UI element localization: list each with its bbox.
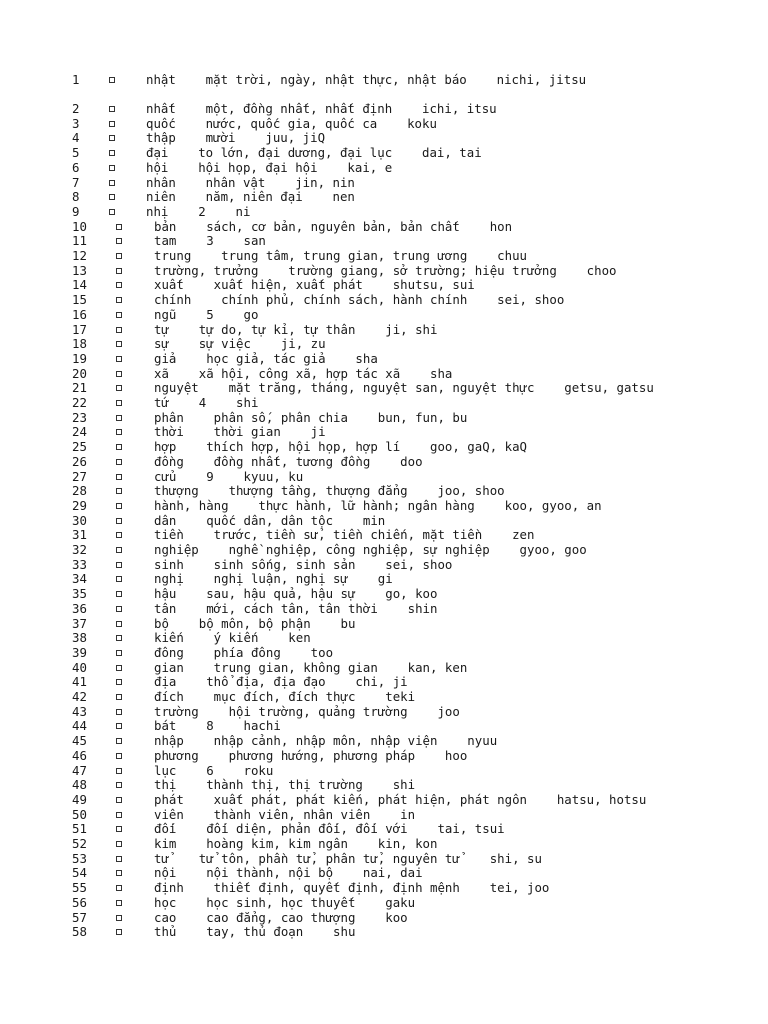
entry-text: niên năm, niên đại nen [146, 189, 355, 205]
bullet-box-icon [116, 870, 122, 876]
list-item [0, 263, 768, 278]
bullet-box-icon [116, 268, 122, 274]
list-item [0, 380, 768, 395]
entry-text: xuất xuất hiện, xuất phát shutsu, sui [154, 277, 475, 293]
entry-number: 51 [72, 821, 87, 837]
entry-number: 5 [72, 145, 80, 161]
entry-number: 53 [72, 850, 87, 866]
entry-number: 31 [72, 527, 87, 543]
bullet-box-icon [116, 238, 122, 244]
entry-number: 38 [72, 630, 87, 646]
entry-number: 21 [72, 380, 87, 396]
list-item [0, 763, 768, 778]
bullet-box-icon [116, 768, 122, 774]
bullet-box-icon [109, 194, 115, 200]
entry-number: 10 [72, 218, 87, 234]
bullet-box-icon [116, 885, 122, 891]
bullet-box-icon [116, 371, 122, 377]
entry-number: 23 [72, 409, 87, 425]
entry-text: kiến ý kiến ken [154, 630, 311, 646]
list-item [0, 527, 768, 542]
bullet-box-icon [116, 503, 122, 509]
bullet-box-icon [116, 253, 122, 259]
entry-text: nhị 2 ni [146, 203, 251, 219]
entry-text: giả học giả, tác giả sha [154, 350, 378, 366]
list-item [0, 718, 768, 733]
entry-number: 16 [72, 306, 87, 322]
entry-number: 36 [72, 600, 87, 616]
list-item [0, 674, 768, 689]
entry-number: 58 [72, 924, 87, 940]
bullet-box-icon [109, 209, 115, 215]
entry-number: 26 [72, 453, 87, 469]
entry-text: đại to lớn, đại dương, đại lục dai, tai [146, 145, 482, 161]
entry-text: kim hoàng kim, kim ngân kin, kon [154, 836, 438, 851]
bullet-box-icon [116, 621, 122, 627]
entry-text: nghiệp nghề nghiệp, công nghiệp, sự nghiệp gyoo, goo [154, 542, 587, 557]
entry-text: thập mười juu, jiQ [146, 130, 326, 146]
bullet-box-icon [116, 650, 122, 656]
list-item [0, 586, 768, 601]
list-item [0, 924, 768, 939]
bullet-box-icon [116, 915, 122, 921]
entry-text: định thiết định, quyết định, định mệnh tei, joo [154, 880, 550, 896]
bullet-box-icon [116, 312, 122, 318]
list-item [0, 880, 768, 895]
bullet-box-icon [116, 753, 122, 759]
bullet-box-icon [116, 297, 122, 303]
bullet-box-icon [116, 415, 122, 421]
list-item [0, 821, 768, 836]
list-item [0, 557, 768, 572]
entry-number: 1 [72, 72, 80, 87]
entry-text: phát xuất phát, phát kiến, phát hiện, phát ngôn hatsu, hotsu [154, 791, 647, 807]
bullet-box-icon [116, 532, 122, 538]
list-item [0, 130, 768, 145]
entry-number: 52 [72, 836, 87, 851]
entry-number: 22 [72, 395, 87, 410]
bullet-box-icon [116, 385, 122, 391]
entry-text: học học sinh, học thuyết gaku [154, 894, 416, 910]
entry-text: địa thổ địa, địa đạo chi, ji [154, 674, 408, 690]
entry-number: 17 [72, 321, 87, 337]
entry-number: 12 [72, 248, 87, 263]
list-item [0, 660, 768, 675]
bullet-box-icon [109, 106, 115, 112]
entry-text: thượng thượng tầng, thượng đẳng joo, shoo [154, 483, 505, 499]
list-item [0, 145, 768, 160]
list-item [0, 851, 768, 866]
list-item [0, 116, 768, 131]
entry-text: phân phân số, phân chia bun, fun, bu [154, 409, 468, 425]
entry-number: 27 [72, 468, 87, 484]
entry-text: sự sự việc ji, zu [154, 336, 326, 352]
entry-text: thời thời gian ji [154, 424, 326, 440]
bullet-box-icon [116, 282, 122, 288]
list-item [0, 616, 768, 631]
entry-text: bộ bộ môn, bộ phận bu [154, 615, 356, 631]
entry-text: bản sách, cơ bản, nguyên bản, bản chất hon [154, 218, 513, 234]
bullet-box-icon [116, 224, 122, 230]
list-item [0, 895, 768, 910]
entry-text: cửu 9 kyuu, ku [154, 468, 304, 484]
bullet-box-icon [116, 606, 122, 612]
bullet-box-icon [116, 400, 122, 406]
bullet-box-icon [116, 635, 122, 641]
entry-text: trường hội trường, quảng trường joo [154, 703, 460, 719]
entry-text: sinh sinh sống, sinh sản sei, shoo [154, 556, 453, 572]
entry-text: đích mục đích, đích thực teki [154, 689, 416, 704]
entry-text: đối đối diện, phản đối, đối với tai, tsui [154, 821, 505, 837]
list-item [0, 439, 768, 454]
list-item [0, 645, 768, 660]
entry-text: tân mới, cách tân, tân thời shin [154, 600, 438, 616]
list-item [0, 469, 768, 484]
entry-text: ngũ 5 go [154, 306, 259, 322]
bullet-box-icon [116, 841, 122, 847]
list-item [0, 513, 768, 528]
list-item [0, 910, 768, 925]
list-item [0, 366, 768, 381]
entry-number: 41 [72, 674, 87, 690]
bullet-box-icon [116, 576, 122, 582]
bullet-box-icon [109, 150, 115, 156]
entry-text: nhất một, đồng nhất, nhất định ichi, itsu [146, 101, 497, 116]
entry-number: 54 [72, 865, 87, 881]
entry-number: 45 [72, 733, 87, 749]
bullet-box-icon [116, 665, 122, 671]
list-item [0, 424, 768, 439]
bullet-box-icon [116, 679, 122, 685]
entry-text: dân quốc dân, dân tộc min [154, 512, 386, 528]
list-item [0, 454, 768, 469]
entry-text: nhân nhân vật jin, nin [146, 174, 355, 190]
entry-text: lục 6 roku [154, 762, 274, 778]
entry-text: quốc nước, quốc gia, quốc ca koku [146, 115, 437, 131]
entry-number: 4 [72, 130, 80, 146]
bullet-box-icon [116, 900, 122, 906]
bullet-box-icon [109, 135, 115, 141]
bullet-box-icon [116, 474, 122, 480]
entry-number: 43 [72, 703, 87, 719]
list-item [0, 865, 768, 880]
entry-text: viên thành viên, nhân viên in [154, 806, 416, 822]
list-item [0, 792, 768, 807]
bullet-box-icon [116, 812, 122, 818]
bullet-box-icon [116, 856, 122, 862]
entry-text: phương phương hướng, phương pháp hoo [154, 747, 468, 763]
list-item [0, 807, 768, 822]
entry-number: 14 [72, 277, 87, 293]
bullet-box-icon [116, 709, 122, 715]
entry-text: thị thành thị, thị trường shi [154, 777, 416, 793]
entry-text: bát 8 hachi [154, 718, 281, 734]
list-item [0, 307, 768, 322]
bullet-box-icon [116, 459, 122, 465]
entry-number: 46 [72, 747, 87, 763]
entry-text: gian trung gian, không gian kan, ken [154, 659, 468, 675]
list-item [0, 292, 768, 307]
bullet-box-icon [116, 562, 122, 568]
entry-text: thủ tay, thủ đoạn shu [154, 924, 356, 940]
list-item [0, 704, 768, 719]
entry-text: nhập nhập cảnh, nhập môn, nhập viện nyuu [154, 733, 498, 749]
list-item [0, 101, 768, 116]
entry-number: 42 [72, 689, 87, 704]
entry-text: hội hội họp, đại hội kai, e [146, 159, 393, 175]
bullet-box-icon [109, 180, 115, 186]
bullet-box-icon [116, 826, 122, 832]
bullet-box-icon [116, 723, 122, 729]
entry-number: 25 [72, 439, 87, 455]
list-item [0, 248, 768, 263]
entry-number: 57 [72, 909, 87, 925]
entry-number: 7 [72, 174, 80, 190]
list-item [0, 630, 768, 645]
list-item [0, 72, 768, 87]
entry-number: 13 [72, 262, 87, 278]
entry-number: 24 [72, 424, 87, 440]
entry-text: cao cao đẳng, cao thượng koo [154, 909, 408, 925]
bullet-box-icon [116, 694, 122, 700]
bullet-box-icon [116, 591, 122, 597]
list-item [0, 160, 768, 175]
list-item [0, 277, 768, 292]
bullet-box-icon [116, 444, 122, 450]
list-item [0, 395, 768, 410]
entry-number: 47 [72, 762, 87, 778]
entry-text: tam 3 san [154, 233, 266, 249]
entry-number: 18 [72, 336, 87, 352]
list-item [0, 542, 768, 557]
bullet-box-icon [116, 488, 122, 494]
bullet-box-icon [116, 782, 122, 788]
bullet-box-icon [116, 929, 122, 935]
entry-text: tiền trước, tiền sử, tiền chiến, mặt tiền zen [154, 527, 535, 543]
entry-text: hành, hàng thực hành, lữ hành; ngân hàng koo, gyoo, an [154, 497, 602, 513]
list-item [0, 322, 768, 337]
bullet-box-icon [116, 429, 122, 435]
entry-number: 6 [72, 159, 80, 175]
entry-text: đông phía đông too [154, 644, 334, 660]
entry-number: 33 [72, 556, 87, 572]
entry-text: nội nội thành, nội bộ nai, dai [154, 865, 423, 881]
list-item [0, 233, 768, 248]
list-item [0, 601, 768, 616]
bullet-box-icon [116, 547, 122, 553]
list-item [0, 410, 768, 425]
entry-number: 37 [72, 615, 87, 631]
entry-number: 8 [72, 189, 80, 205]
entry-number: 44 [72, 718, 87, 734]
entry-number: 56 [72, 894, 87, 910]
entry-text: đồng đồng nhất, tương đồng doo [154, 453, 423, 469]
entry-text: tứ 4 shi [154, 395, 259, 410]
bullet-box-icon [109, 165, 115, 171]
bullet-box-icon [109, 121, 115, 127]
entry-number: 19 [72, 350, 87, 366]
list-item [0, 336, 768, 351]
entry-number: 35 [72, 586, 87, 602]
bullet-box-icon [109, 77, 115, 83]
bullet-box-icon [116, 738, 122, 744]
entry-text: chính chính phủ, chính sách, hành chính sei, shoo [154, 292, 565, 308]
list-item [0, 483, 768, 498]
entry-number: 11 [72, 233, 87, 249]
entry-text: nghị nghị luận, nghị sự gi [154, 571, 393, 587]
entry-text: trung trung tâm, trung gian, trung ương chuu [154, 248, 527, 263]
bullet-box-icon [116, 327, 122, 333]
entry-number: 55 [72, 880, 87, 896]
entry-text: nhật mặt trời, ngày, nhật thực, nhật báo nichi, jitsu [146, 72, 587, 87]
entry-number: 50 [72, 806, 87, 822]
bullet-box-icon [116, 341, 122, 347]
entry-number: 29 [72, 497, 87, 513]
bullet-box-icon [116, 797, 122, 803]
list-item [0, 189, 768, 204]
entry-number: 40 [72, 659, 87, 675]
list-item [0, 689, 768, 704]
list-item [0, 219, 768, 234]
list-item [0, 733, 768, 748]
entry-text: trường, trưởng trường giang, sở trường; hiệu trưởng choo [154, 262, 617, 278]
bullet-box-icon [116, 356, 122, 362]
bullet-box-icon [116, 518, 122, 524]
entry-number: 32 [72, 542, 87, 557]
entry-text: tự tự do, tự kỉ, tự thân ji, shi [154, 321, 438, 337]
list-item [0, 748, 768, 763]
list-item [0, 204, 768, 219]
entry-number: 30 [72, 512, 87, 528]
list-item [0, 175, 768, 190]
entry-number: 49 [72, 791, 87, 807]
entry-number: 2 [72, 101, 80, 116]
entry-number: 34 [72, 571, 87, 587]
list-item [0, 777, 768, 792]
entry-text: xã xã hội, công xã, hợp tác xã sha [154, 365, 453, 381]
entry-number: 39 [72, 644, 87, 660]
entry-number: 15 [72, 292, 87, 308]
entry-text: nguyệt mặt trăng, tháng, nguyệt san, nguyệt thực getsu, gatsu [154, 380, 654, 396]
list-item [0, 571, 768, 586]
list-item [0, 836, 768, 851]
list-item [0, 498, 768, 513]
entry-text: hậu sau, hậu quả, hậu sự go, koo [154, 586, 438, 602]
entry-number: 48 [72, 777, 87, 793]
entry-number: 3 [72, 115, 80, 131]
list-item [0, 351, 768, 366]
entry-number: 9 [72, 203, 80, 219]
entry-text: tử tử tôn, phần tử, phân tử, nguyên tử shi, su [154, 850, 542, 866]
entry-number: 20 [72, 365, 87, 381]
entry-text: hợp thích hợp, hội họp, hợp lí goo, gaQ, kaQ [154, 439, 527, 455]
entry-number: 28 [72, 483, 87, 499]
